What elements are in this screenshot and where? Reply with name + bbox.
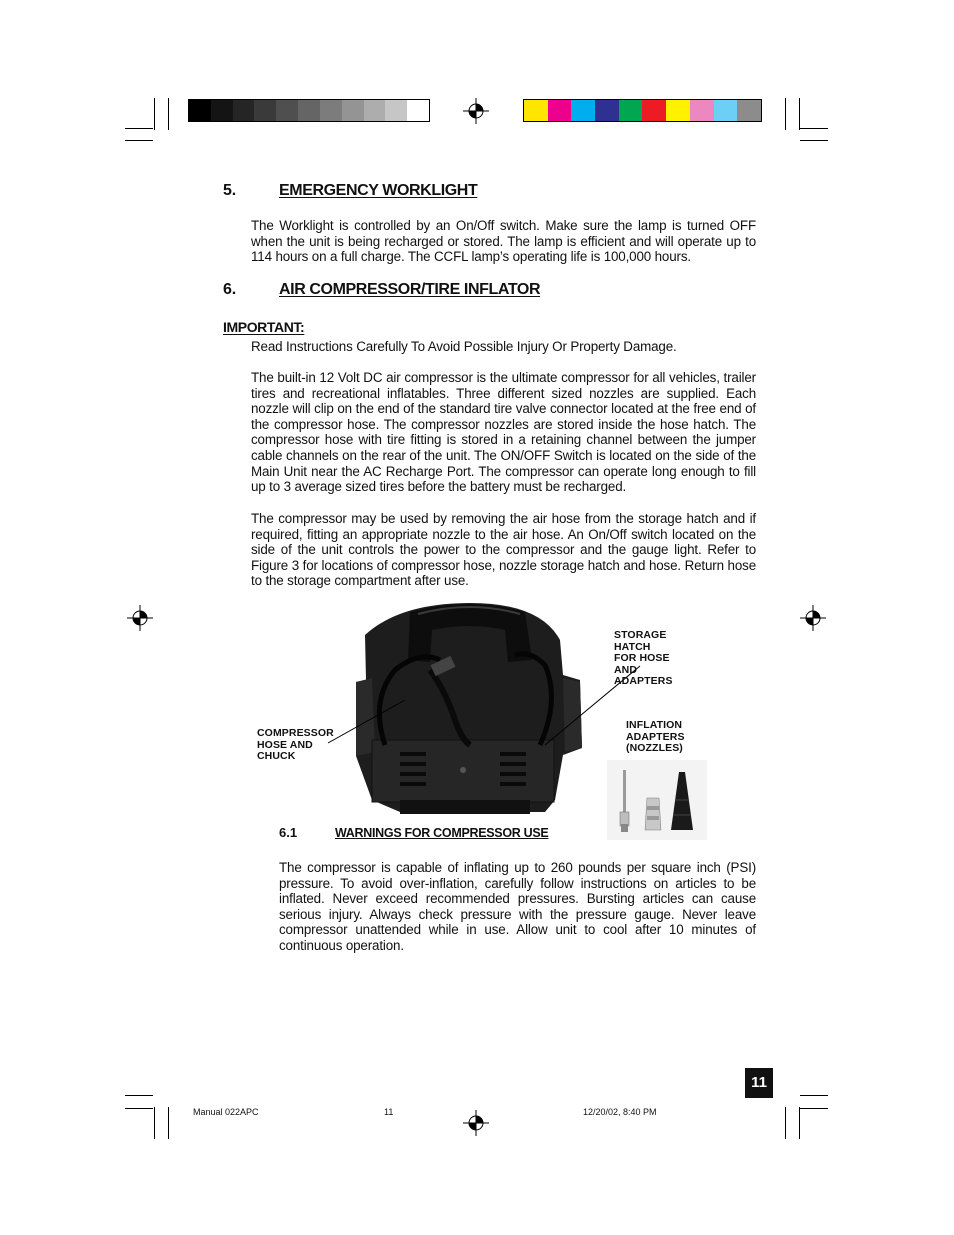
callout-line: ADAPTERS xyxy=(614,675,673,687)
section-number: 6. xyxy=(223,281,236,298)
callout-inflation-adapters xyxy=(626,720,685,755)
callout-line: ADAPTERS xyxy=(626,730,685,743)
callout-line: (NOZZLES) xyxy=(626,742,683,754)
callout-line: COMPRESSOR xyxy=(257,727,334,739)
page-number-badge: 11 xyxy=(745,1068,773,1098)
worklight-paragraph: The Worklight is controlled by an On/Off switch. Make sure the lamp is turned OFF when the unit is being recharged or stored. The lamp is efficient and will operate up to 114 hours on a full charge. The CCFL lamp’s operating life is 100,000 hours. xyxy=(251,218,756,265)
subsection-number: 6.1 xyxy=(279,825,298,840)
nozzles-photo xyxy=(607,760,707,840)
callout-line: HOSE AND xyxy=(257,738,313,751)
warnings-paragraph: The compressor is capable of inflating up to 260 pounds per square inch (PSI) pressure. To avoid over-inflation, carefully follow instructions on articles to be inflated. Never exceed recommended pressures. Bursting articles can cause serious injury. Always check pressure with the pressure gauge. Never leave compressor unattended while in use. Allow unit to cool after 10 minutes of continuous operation. xyxy=(279,860,756,953)
callout-line: CHUCK xyxy=(257,750,296,762)
callout-compressor-hose xyxy=(257,728,334,763)
section-title-compressor: AIR COMPRESSOR/TIRE INFLATOR xyxy=(279,281,541,298)
important-text: Read Instructions Carefully To Avoid Possible Injury Or Property Damage. xyxy=(251,339,677,354)
section-title-worklight: EMERGENCY WORKLIGHT xyxy=(279,182,478,199)
important-label: IMPORTANT: xyxy=(223,319,305,335)
callout-storage-hatch xyxy=(614,630,673,688)
callout-line: STORAGE HATCH xyxy=(614,629,667,653)
section-number: 5. xyxy=(223,182,236,199)
compressor-paragraph-1: The built-in 12 Volt DC air compressor is the ultimate compressor for all vehicles, trailer tires and recreational inflatables. Three different sized nozzles are supplied. Each nozzle will clip on the end of the standard tire valve connector located at the free end of the compressor hose. The compressor nozzles are stored inside the hose hatch. The compressor hose with tire fitting is stored in a retaining channel between the jumper cable channels on the rear of the unit. The ON/OFF Switch is located on the side of the Main Unit near the AC Recharge Port. The compressor can operate long enough to fill up to 3 average sized tires before the battery must be recharged. xyxy=(251,370,756,495)
callout-line: FOR HOSE AND xyxy=(614,652,670,676)
subsection-title-warnings: WARNINGS FOR COMPRESSOR USE xyxy=(335,826,549,840)
callout-line: INFLATION xyxy=(626,719,683,731)
footer-timestamp: 12/20/02, 8:40 PM xyxy=(583,1107,657,1117)
footer-page: 11 xyxy=(384,1107,394,1117)
footer-filename: Manual 022APC xyxy=(193,1107,259,1117)
compressor-paragraph-2: The compressor may be used by removing the air hose from the storage hatch and if required, fitting an appropriate nozzle to the air hose. An On/Off switch located on the side of the unit controls the power to the compressor and the gauge light. Refer to Figure 3 for locations of compressor hose, nozzle storage hatch and hose. Return hose to the storage compartment after use. xyxy=(251,511,756,589)
